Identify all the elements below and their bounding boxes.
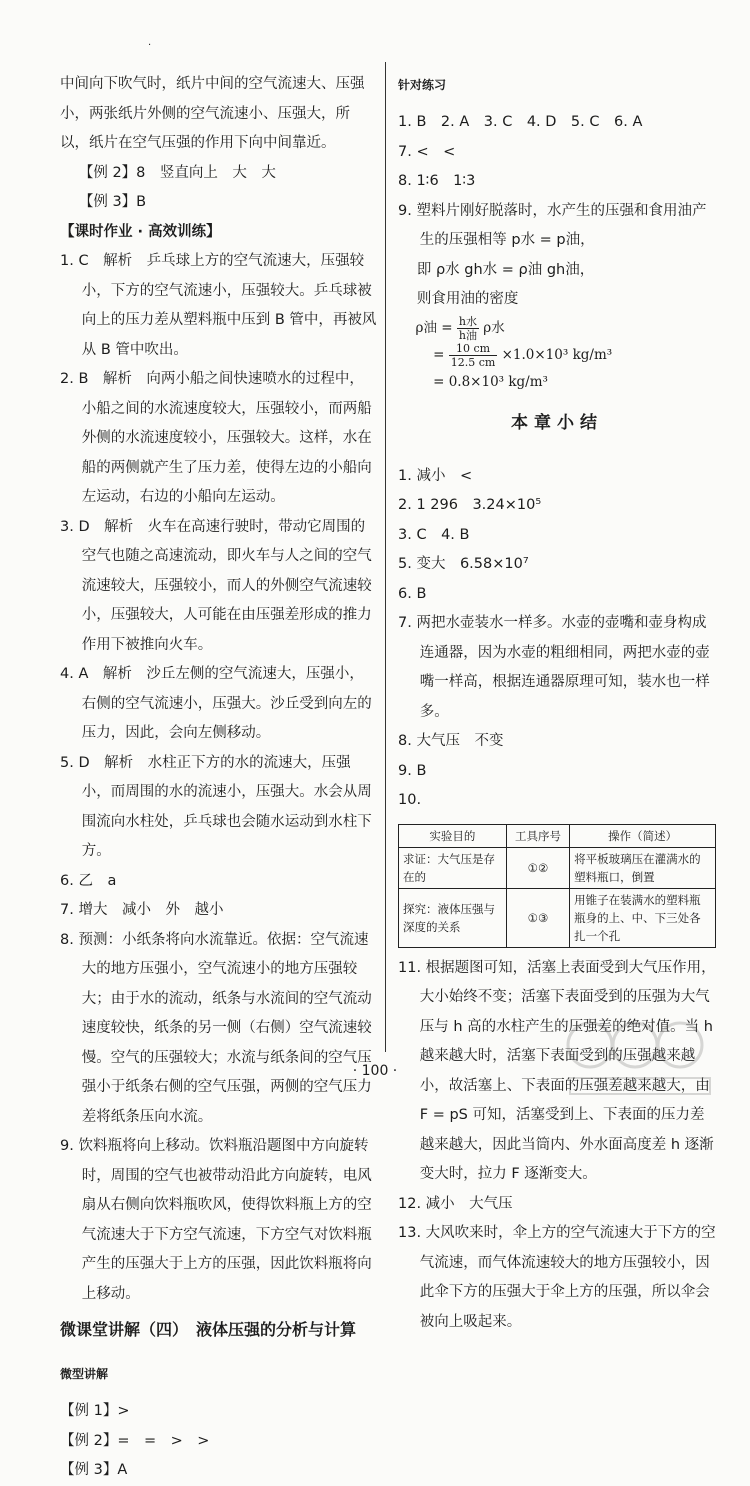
answer-item: 4. A 解析 沙丘左侧的空气流速大，压强小，右侧的空气流速小，压强大。沙丘受到向左的压力，因此，会向左侧移动。	[60, 666, 372, 741]
summary-item: 5. 变大 6.58×10⁷	[398, 556, 529, 572]
watermark-logo-icon	[560, 1010, 720, 1100]
formula-lhs: ρ油 =	[415, 319, 453, 336]
practice-item: 8. 1∶6 1∶3	[398, 173, 476, 189]
left-column	[60, 70, 378, 1486]
density-formula-line3: = 0.8×10³ kg/m³	[433, 373, 548, 390]
practice-item: 1. B 2. A 3. C 4. D 5. C 6. A	[398, 114, 643, 130]
homework-title: 【课时作业 · 高效训练】	[60, 223, 221, 240]
summary-item: 7. 两把水壶装水一样多。水壶的壶嘴和壶身构成连通器，因为水壶的粗细相同，两把水壶的壶嘴一样高，根据连通器原理可知，装水也一样多。	[398, 615, 710, 720]
chapter-summary-title: 本章小结	[511, 412, 603, 433]
example-3: 【例 3】B	[78, 194, 147, 210]
answer-item: 8. 预测：小纸条将向水流靠近。依据：空气流速大的地方压强小，空气流速小的地方压强较大；由于水的流动，纸条与水流间的空气流动速度较快，纸条的另一侧（右侧）空气流速较慢。空气的压强较大；水流与纸条间的空气压强小于纸条右侧的空气压强，两侧的空气压力差将纸条压向水流。	[60, 931, 372, 1125]
micro-example: 【例 3】A	[60, 1462, 128, 1478]
practice-title: 针对练习	[398, 78, 447, 92]
table-header-row	[399, 824, 716, 847]
scan-dot: ·	[148, 40, 152, 51]
answer-item: 3. D 解析 火车在高速行驶时，带动它周围的空气也随之高速流动，即火车与人之间的空气流速较大，压强较小，而人的外侧空气流速较小，压强较大，人可能在由压强差形成的推力作用下被推向火车。	[60, 518, 372, 653]
summary-item: 3. C 4. B	[398, 526, 470, 543]
micro-example: 【例 2】= = > >	[60, 1432, 210, 1449]
summary-item: 11. 根据题图可知，活塞上表面受到大气压作用，大小始终不变；活塞下表面受到的压强为大气压与 h 高的水柱产生的压强差的绝对值。当 h 越来越大时，活塞下表面受到的压强越来越小，故活塞上、下表面的压强差越来越大，由 F = pS 可知，活塞受到上、下表面的压力差越来越大，因此当筒内、外水面高度差 h 逐渐变大时，拉力 F 逐渐变大。	[398, 959, 716, 1182]
density-formula	[398, 315, 716, 342]
answer-item: 1. C 解析 乒乓球上方的空气流速大，压强较小，下方的空气流速小，压强较大。乒乓球被向上的压力差从塑料瓶中压到 B 管中，再被风从 B 管中吹出。	[60, 253, 377, 358]
practice-item: 即 ρ水 gh水 = ρ油 gh油，	[416, 261, 595, 278]
answer-item: 7. 增大 减小 外 越小	[60, 902, 224, 918]
formula-rhs: ρ水	[483, 319, 505, 336]
micro-subtitle: 微型讲解	[60, 1367, 109, 1381]
table-row	[399, 888, 716, 947]
micro-lecture-title: 微课堂讲解（四） 液体压强的分析与计算	[60, 1320, 357, 1339]
table-cell: ①②	[506, 847, 569, 888]
formula-numerator: h水	[458, 314, 477, 328]
table-cell: 求证：大气压是存在的	[399, 847, 507, 888]
formula-eq: =	[433, 346, 445, 363]
table-header: 工具序号	[506, 824, 569, 847]
experiment-table	[398, 824, 716, 948]
right-column	[398, 70, 716, 1337]
table-cell: 用锥子在装满水的塑料瓶瓶身的上、中、下三处各扎一个孔	[570, 888, 716, 947]
practice-item: 9. 塑料片刚好脱落时，水产生的压强和食用油产生的压强相等 p水 = p油，	[398, 202, 707, 248]
summary-item: 10.	[398, 792, 422, 808]
answer-item: 5. D 解析 水柱正下方的水的流速大，压强小，而周围的水的流速小，压强大。水会从周围流向水柱处，乒乓球也会随水运动到水柱下方。	[60, 754, 372, 859]
practice-item: 则食用油的密度	[416, 291, 519, 307]
formula-fraction-2	[449, 342, 498, 369]
page-number: · 100 ·	[352, 1063, 398, 1079]
formula-denominator: h油	[458, 328, 477, 342]
summary-item: 1. 减小 <	[398, 467, 473, 484]
formula-rhs-2: ×1.0×10³ kg/m³	[501, 346, 613, 363]
micro-example: 【例 1】>	[60, 1403, 130, 1419]
formula-numerator-2: 10 cm	[449, 342, 498, 356]
summary-item: 12. 减小 大气压	[398, 1195, 513, 1212]
summary-item: 13. 大风吹来时，伞上方的空气流速大于下方的空气流速，而气体流速较大的地方压强较小，因此伞下方的压强大于伞上方的压强，所以伞会被向上吸起来。	[398, 1225, 716, 1330]
practice-item: 7. < <	[398, 143, 456, 160]
answer-item: 2. B 解析 向两小船之间快速喷水的过程中，小船之间的水流速度较大，压强较小，而两船外侧的水流速度较小，压强较大。这样，水在船的两侧就产生了压力差，使得左边的小船向左运动，右边的小船向左运动。	[60, 371, 372, 505]
table-cell: 将平板玻璃压在灌满水的塑料瓶口，倒置	[570, 847, 716, 888]
summary-item: 8. 大气压 不变	[398, 733, 504, 749]
answer-item: 9. 饮料瓶将向上移动。饮料瓶沿题图中方向旋转时，周围的空气也被带动沿此方向旋转，电风扇从右侧向饮料瓶吹风，使得饮料瓶上方的空气流速大于下方空气流速，下方空气对饮料瓶产生的压强大于上方的压强，因此饮料瓶将向上移动。	[60, 1138, 372, 1302]
table-header: 实验目的	[399, 824, 507, 847]
column-divider	[385, 62, 386, 1052]
summary-item: 6. B	[398, 585, 427, 602]
table-header: 操作（简述）	[570, 824, 716, 847]
answer-item: 6. 乙 a	[60, 872, 117, 889]
density-formula-line2	[398, 342, 716, 369]
formula-fraction	[457, 315, 479, 342]
summary-item: 2. 1 296 3.24×10⁵	[398, 497, 542, 513]
formula-denominator-2: 12.5 cm	[450, 355, 496, 369]
example-2: 【例 2】8 竖直向上 大 大	[78, 164, 276, 181]
table-cell: ①③	[506, 888, 569, 947]
table-cell: 探究：液体压强与深度的关系	[399, 888, 507, 947]
table-row	[399, 847, 716, 888]
intro-text: 中间向下吹气时，纸片中间的空气流速大、压强小，两张纸片外侧的空气流速小、压强大，所以，纸片在空气压强的作用下向中间靠近。	[60, 76, 365, 151]
summary-item: 9. B	[398, 762, 427, 779]
